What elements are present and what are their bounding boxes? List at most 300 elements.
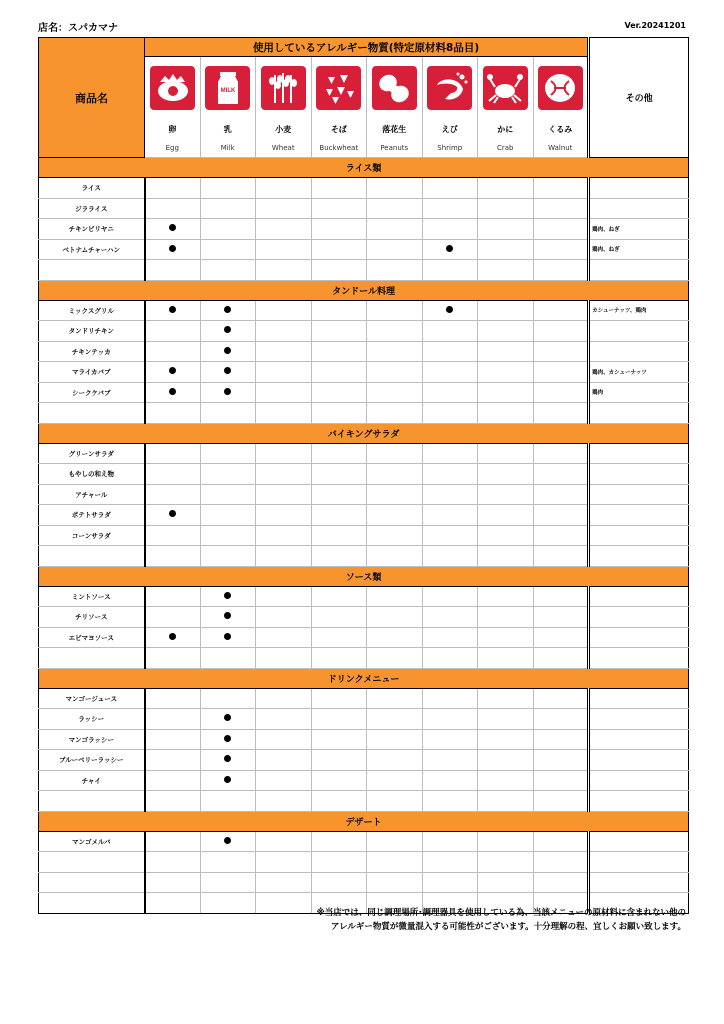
- other-allergens: [589, 729, 689, 750]
- contains-mark: [169, 367, 176, 374]
- allergen-cell: [367, 198, 423, 219]
- allergen-cell: [256, 525, 312, 546]
- allergen-cell: [256, 627, 312, 648]
- other-allergens: カシューナッツ、鶏肉: [589, 300, 689, 321]
- allergen-cell: [422, 403, 478, 424]
- allergen-cell: [256, 872, 312, 893]
- allergen-cell: [533, 403, 589, 424]
- allergen-cell: [145, 403, 201, 424]
- allergen-cell: [256, 321, 312, 342]
- allergen-cell: [533, 729, 589, 750]
- allergen-cell: [422, 239, 478, 260]
- product-name: チリソース: [39, 607, 145, 628]
- contains-mark: [169, 633, 176, 640]
- other-allergens: [589, 484, 689, 505]
- allergen-cell: [200, 586, 256, 607]
- other-allergens: [589, 321, 689, 342]
- allergen-cell: [311, 382, 367, 403]
- allergen-cell: [311, 178, 367, 199]
- allergen-jp-label: かに: [478, 119, 534, 139]
- shrimp-icon: [427, 66, 472, 110]
- product-name: チキンビリヤニ: [39, 219, 145, 240]
- section-row: [39, 280, 689, 300]
- allergen-cell: [256, 729, 312, 750]
- allergen-cell: [200, 607, 256, 628]
- allergen-cell: [367, 505, 423, 526]
- table-row: [39, 219, 689, 240]
- table-row: [39, 321, 689, 342]
- other-allergens: [589, 525, 689, 546]
- allergen-cell: [145, 872, 201, 893]
- other-allergens: [589, 443, 689, 464]
- allergen-en-label: Milk: [200, 139, 256, 158]
- allergen-cell: [533, 791, 589, 812]
- allergen-cell: [145, 729, 201, 750]
- allergen-cell: [533, 607, 589, 628]
- allergen-cell: [422, 648, 478, 669]
- allergen-cell: [478, 648, 534, 669]
- allergen-cell: [256, 750, 312, 771]
- other-header: その他: [589, 38, 689, 158]
- allergen-cell: [311, 219, 367, 240]
- allergen-cell: [533, 382, 589, 403]
- allergen-en-label: Egg: [145, 139, 201, 158]
- allergen-cell: [256, 484, 312, 505]
- allergen-cell: [200, 443, 256, 464]
- allergen-cell: [422, 443, 478, 464]
- allergen-cell: [145, 321, 201, 342]
- allergen-cell: [311, 546, 367, 567]
- other-allergens: [589, 872, 689, 893]
- table-row: [39, 729, 689, 750]
- allergen-cell: [145, 382, 201, 403]
- table-row: [39, 709, 689, 730]
- allergen-cell: [256, 709, 312, 730]
- section-title: ドリンクメニュー: [39, 668, 689, 688]
- allergen-cell: [311, 607, 367, 628]
- allergen-cell: [533, 525, 589, 546]
- allergen-cell: [311, 791, 367, 812]
- allergen-cell: [145, 688, 201, 709]
- allergen-jp-label: えび: [422, 119, 478, 139]
- allergen-cell: [200, 403, 256, 424]
- section-row: [39, 423, 689, 443]
- allergen-en-label: Walnut: [533, 139, 589, 158]
- allergen-cell: [256, 198, 312, 219]
- other-allergens: [589, 627, 689, 648]
- allergen-cell: [478, 178, 534, 199]
- allergen-cell: [311, 852, 367, 873]
- product-name-header: 商品名: [39, 38, 145, 158]
- allergen-cell: [145, 464, 201, 485]
- contains-mark: [224, 592, 231, 599]
- allergen-cell: [200, 484, 256, 505]
- allergen-cell: [478, 464, 534, 485]
- allergen-cell: [478, 505, 534, 526]
- section-title: タンドール料理: [39, 280, 689, 300]
- disclaimer-line-1: ※当店では、同じ調理場所･調理器具を使用している為、当該メニューの原材料に含まれない他の: [316, 908, 686, 918]
- allergen-cell: [367, 791, 423, 812]
- allergen-cell: [256, 403, 312, 424]
- allergen-cell: [200, 362, 256, 383]
- table-row: [39, 198, 689, 219]
- allergen-cell: [478, 729, 534, 750]
- product-name: チャイ: [39, 770, 145, 791]
- allergen-cell: [256, 893, 312, 914]
- allergen-cell: [367, 239, 423, 260]
- disclaimer-note: [316, 906, 686, 934]
- allergen-cell: [200, 627, 256, 648]
- allergen-cell: [533, 239, 589, 260]
- other-allergens: [589, 709, 689, 730]
- allergen-cell: [200, 893, 256, 914]
- allergen-cell: [256, 791, 312, 812]
- allergen-cell: [200, 688, 256, 709]
- allergen-icon-cell: [533, 57, 589, 120]
- contains-mark: [169, 224, 176, 231]
- allergen-cell: [533, 505, 589, 526]
- product-name: ミントソース: [39, 586, 145, 607]
- table-row: [39, 852, 689, 873]
- wheat-icon: [261, 66, 306, 110]
- allergen-cell: [145, 300, 201, 321]
- table-row: [39, 464, 689, 485]
- allergen-cell: [256, 607, 312, 628]
- allergen-cell: [533, 770, 589, 791]
- section-title: バイキングサラダ: [39, 423, 689, 443]
- other-allergens: [589, 546, 689, 567]
- contains-mark: [224, 326, 231, 333]
- allergen-cell: [145, 627, 201, 648]
- allergen-cell: [256, 852, 312, 873]
- allergen-cell: [256, 362, 312, 383]
- allergen-cell: [478, 403, 534, 424]
- table-row: [39, 688, 689, 709]
- product-name: [39, 893, 145, 914]
- contains-mark: [169, 306, 176, 313]
- product-name: タンドリチキン: [39, 321, 145, 342]
- allergen-cell: [422, 627, 478, 648]
- product-name: ライス: [39, 178, 145, 199]
- allergen-title: 使用しているアレルギー物質(特定原材料8品目): [145, 38, 589, 57]
- allergen-cell: [422, 219, 478, 240]
- other-allergens: [589, 198, 689, 219]
- allergen-cell: [422, 362, 478, 383]
- allergen-cell: [422, 688, 478, 709]
- allergen-cell: [200, 525, 256, 546]
- product-name: [39, 403, 145, 424]
- contains-mark: [224, 388, 231, 395]
- allergen-cell: [533, 198, 589, 219]
- product-name: コーンサラダ: [39, 525, 145, 546]
- table-row: [39, 178, 689, 199]
- allergen-cell: [367, 382, 423, 403]
- allergen-cell: [311, 341, 367, 362]
- allergen-cell: [256, 260, 312, 281]
- contains-mark: [224, 776, 231, 783]
- egg-icon: [150, 66, 195, 110]
- allergen-cell: [533, 341, 589, 362]
- milk-icon: [205, 66, 250, 110]
- section-title: デザート: [39, 811, 689, 831]
- allergen-cell: [145, 362, 201, 383]
- allergen-cell: [478, 260, 534, 281]
- allergen-cell: [200, 239, 256, 260]
- allergen-cell: [311, 709, 367, 730]
- allergen-cell: [145, 770, 201, 791]
- contains-mark: [169, 510, 176, 517]
- allergen-cell: [200, 872, 256, 893]
- product-name: [39, 546, 145, 567]
- allergen-jp-label: 卵: [145, 119, 201, 139]
- allergen-cell: [422, 852, 478, 873]
- allergen-cell: [256, 586, 312, 607]
- allergen-cell: [533, 648, 589, 669]
- table-row: [39, 260, 689, 281]
- allergen-jp-label: 小麦: [256, 119, 312, 139]
- other-allergens: [589, 688, 689, 709]
- allergen-cell: [145, 893, 201, 914]
- allergen-cell: [478, 443, 534, 464]
- allergen-cell: [533, 546, 589, 567]
- product-name: シークケバブ: [39, 382, 145, 403]
- allergen-cell: [200, 729, 256, 750]
- allergen-cell: [533, 872, 589, 893]
- allergen-cell: [145, 219, 201, 240]
- allergen-cell: [200, 770, 256, 791]
- allergen-cell: [478, 341, 534, 362]
- allergen-en-label: Peanuts: [367, 139, 423, 158]
- allergen-cell: [367, 709, 423, 730]
- contains-mark: [224, 306, 231, 313]
- table-row: [39, 750, 689, 771]
- table-row: [39, 484, 689, 505]
- allergen-cell: [422, 546, 478, 567]
- allergen-cell: [200, 382, 256, 403]
- allergen-cell: [311, 831, 367, 852]
- product-name: エビマヨソース: [39, 627, 145, 648]
- product-name: マンゴメルバ: [39, 831, 145, 852]
- allergen-table: [38, 37, 689, 914]
- allergen-cell: [533, 219, 589, 240]
- other-allergens: [589, 260, 689, 281]
- allergen-cell: [311, 403, 367, 424]
- allergen-cell: [200, 300, 256, 321]
- allergen-jp-label: 落花生: [367, 119, 423, 139]
- allergen-cell: [145, 709, 201, 730]
- allergen-cell: [422, 831, 478, 852]
- allergen-cell: [478, 709, 534, 730]
- allergen-cell: [478, 362, 534, 383]
- product-name: ポテトサラダ: [39, 505, 145, 526]
- allergen-cell: [311, 321, 367, 342]
- product-name: ミックスグリル: [39, 300, 145, 321]
- table-row: [39, 362, 689, 383]
- allergen-cell: [311, 750, 367, 771]
- allergen-cell: [422, 607, 478, 628]
- allergen-en-label: Buckwheat: [311, 139, 367, 158]
- table-row: [39, 300, 689, 321]
- allergen-cell: [145, 198, 201, 219]
- allergen-cell: [478, 791, 534, 812]
- allergen-cell: [256, 546, 312, 567]
- allergen-cell: [367, 443, 423, 464]
- allergen-cell: [200, 648, 256, 669]
- allergen-cell: [145, 341, 201, 362]
- allergen-cell: [533, 688, 589, 709]
- table-row: [39, 382, 689, 403]
- allergen-cell: [367, 648, 423, 669]
- product-name: アチャール: [39, 484, 145, 505]
- product-name: ジラライス: [39, 198, 145, 219]
- allergen-cell: [478, 219, 534, 240]
- allergen-cell: [145, 239, 201, 260]
- allergen-cell: [533, 586, 589, 607]
- allergen-cell: [200, 219, 256, 240]
- allergen-cell: [533, 831, 589, 852]
- allergen-cell: [367, 300, 423, 321]
- other-allergens: [589, 831, 689, 852]
- other-allergens: [589, 791, 689, 812]
- allergen-cell: [478, 546, 534, 567]
- allergen-cell: [422, 525, 478, 546]
- allergen-jp-label: そば: [311, 119, 367, 139]
- contains-mark: [224, 837, 231, 844]
- allergen-cell: [145, 260, 201, 281]
- allergen-cell: [367, 260, 423, 281]
- allergen-cell: [533, 178, 589, 199]
- allergen-cell: [367, 341, 423, 362]
- allergen-cell: [478, 239, 534, 260]
- contains-mark: [224, 347, 231, 354]
- table-row: [39, 586, 689, 607]
- crab-icon: [483, 66, 528, 110]
- allergen-cell: [200, 464, 256, 485]
- allergen-cell: [145, 505, 201, 526]
- other-allergens: [589, 770, 689, 791]
- allergen-cell: [422, 321, 478, 342]
- allergen-cell: [478, 382, 534, 403]
- product-name: [39, 852, 145, 873]
- allergen-cell: [367, 729, 423, 750]
- allergen-cell: [478, 852, 534, 873]
- allergen-cell: [200, 260, 256, 281]
- contains-mark: [224, 735, 231, 742]
- allergen-cell: [478, 750, 534, 771]
- allergen-cell: [533, 484, 589, 505]
- allergen-cell: [311, 464, 367, 485]
- allergen-cell: [311, 260, 367, 281]
- allergen-en-label: Shrimp: [422, 139, 478, 158]
- allergen-cell: [256, 239, 312, 260]
- allergen-cell: [311, 648, 367, 669]
- allergen-cell: [478, 586, 534, 607]
- table-row: [39, 607, 689, 628]
- allergen-cell: [478, 872, 534, 893]
- allergen-cell: [533, 300, 589, 321]
- allergen-cell: [533, 464, 589, 485]
- buckwheat-icon: [316, 66, 361, 110]
- table-row: [39, 341, 689, 362]
- allergen-jp-label: 乳: [200, 119, 256, 139]
- allergen-cell: [367, 831, 423, 852]
- other-allergens: [589, 341, 689, 362]
- allergen-cell: [256, 300, 312, 321]
- allergen-cell: [422, 464, 478, 485]
- table-row: [39, 791, 689, 812]
- other-allergens: [589, 852, 689, 873]
- allergen-cell: [145, 831, 201, 852]
- allergen-cell: [367, 607, 423, 628]
- allergen-cell: [533, 321, 589, 342]
- allergen-cell: [145, 178, 201, 199]
- allergen-cell: [367, 525, 423, 546]
- allergen-cell: [367, 464, 423, 485]
- table-row: [39, 525, 689, 546]
- version-label: Ver.20241201: [624, 21, 686, 30]
- product-name: マンゴージュース: [39, 688, 145, 709]
- section-row: [39, 811, 689, 831]
- allergen-cell: [422, 260, 478, 281]
- allergen-cell: [533, 750, 589, 771]
- allergen-cell: [478, 831, 534, 852]
- allergen-cell: [311, 729, 367, 750]
- allergen-cell: [478, 525, 534, 546]
- allergen-cell: [367, 403, 423, 424]
- allergen-cell: [200, 321, 256, 342]
- allergen-cell: [311, 198, 367, 219]
- other-allergens: 鶏肉、ねぎ: [589, 219, 689, 240]
- allergen-cell: [145, 443, 201, 464]
- allergen-cell: [367, 484, 423, 505]
- allergen-cell: [145, 484, 201, 505]
- allergen-cell: [422, 709, 478, 730]
- product-name: チキンテッカ: [39, 341, 145, 362]
- other-allergens: 鶏肉: [589, 382, 689, 403]
- other-allergens: [589, 403, 689, 424]
- product-name: [39, 260, 145, 281]
- product-name: マライカバブ: [39, 362, 145, 383]
- allergen-cell: [367, 852, 423, 873]
- allergen-cell: [533, 260, 589, 281]
- section-row: [39, 566, 689, 586]
- other-allergens: 鶏肉、カシューナッツ: [589, 362, 689, 383]
- allergen-cell: [311, 525, 367, 546]
- other-allergens: [589, 607, 689, 628]
- table-row: [39, 239, 689, 260]
- other-allergens: [589, 505, 689, 526]
- allergen-cell: [367, 688, 423, 709]
- allergen-cell: [311, 770, 367, 791]
- table-row: [39, 443, 689, 464]
- contains-mark: [446, 306, 453, 313]
- allergen-cell: [422, 729, 478, 750]
- allergen-cell: [200, 709, 256, 730]
- contains-mark: [446, 245, 453, 252]
- product-name: ラッシー: [39, 709, 145, 730]
- allergen-cell: [256, 688, 312, 709]
- allergen-cell: [478, 198, 534, 219]
- allergen-cell: [311, 300, 367, 321]
- allergen-cell: [256, 178, 312, 199]
- product-name: [39, 791, 145, 812]
- table-row: [39, 627, 689, 648]
- peanut-icon: [372, 66, 417, 110]
- other-allergens: [589, 750, 689, 771]
- allergen-cell: [533, 709, 589, 730]
- allergen-cell: [145, 586, 201, 607]
- store-name: 店名：スパカマナ: [38, 23, 118, 34]
